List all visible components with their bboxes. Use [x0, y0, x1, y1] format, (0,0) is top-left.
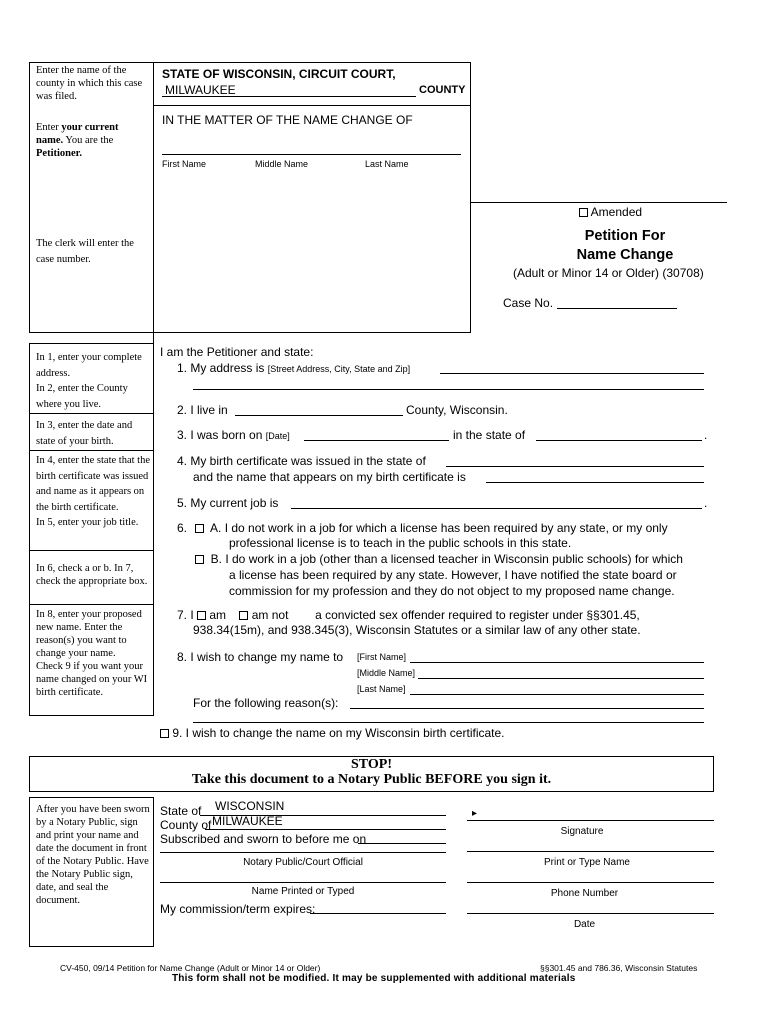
item-2-label: 2. I live in — [177, 403, 228, 417]
footer-notice: This form shall not be modified. It may be supplemented with additional materials — [172, 973, 576, 984]
checkbox-icon[interactable] — [160, 729, 169, 738]
county-value[interactable]: MILWAUKEE — [165, 83, 236, 97]
subscribed-label: Subscribed and sworn to before me on — [160, 832, 367, 846]
matter-heading: IN THE MATTER OF THE NAME CHANGE OF — [162, 113, 413, 127]
certificate-name-line[interactable] — [486, 482, 704, 483]
middle-name-label: Middle Name — [255, 159, 309, 169]
item-6-number: 6. — [177, 521, 188, 535]
birth-date-line[interactable] — [304, 440, 449, 441]
notary-label: Notary Public/Court Official — [243, 857, 363, 868]
stop-title: STOP! — [351, 757, 392, 772]
item-5-label: 5. My current job is — [177, 496, 279, 510]
first-name-hint: [First Name] — [357, 652, 407, 662]
notary-signature-line[interactable] — [160, 852, 446, 853]
new-first-name-line[interactable] — [410, 662, 704, 663]
notary-printed-line[interactable] — [160, 882, 446, 883]
amended-rule — [471, 202, 727, 203]
footer-statutes: §§301.45 and 786.36, Wisconsin Statutes — [540, 963, 698, 973]
footer-form-id: CV-450, 09/14 Petition for Name Change (Adult or Minor 14 or Older) — [60, 963, 321, 973]
checkbox-icon[interactable] — [239, 611, 248, 620]
county-label: COUNTY — [419, 84, 466, 96]
item-3-state-label: in the state of — [453, 428, 526, 442]
subscribed-date-line[interactable] — [358, 843, 446, 844]
intro: I am the Petitioner and state: — [160, 345, 314, 359]
reason-line-1[interactable] — [350, 708, 704, 709]
date-line[interactable] — [467, 913, 714, 914]
address-line-2[interactable] — [193, 389, 704, 390]
court-line: STATE OF WISCONSIN, CIRCUIT COURT, — [162, 67, 396, 81]
signature-label: Signature — [560, 826, 604, 837]
print-name-line[interactable] — [467, 851, 714, 852]
last-name-label: Last Name — [365, 159, 409, 169]
note-clerk: The clerk will enter the case number. — [36, 238, 134, 265]
middle-name-hint: [Middle Name] — [357, 668, 416, 678]
title-line-2: Name Change — [576, 247, 674, 263]
arrow-icon: ▸ — [472, 808, 478, 819]
item-6a-cont: professional license is to teach in the public schools in this state. — [229, 536, 572, 550]
notary-note: After you have been sworn by a Notary Public, sign and print your name and date the document in front of the Notary Public. Have the Notary Public sign, date, and seal the document. — [36, 804, 150, 906]
form-title — [520, 227, 730, 265]
item-3-period: . — [704, 428, 708, 442]
item-6b[interactable]: B. I do work in a job (other than a licensed teacher in Wisconsin public schools) for which — [195, 552, 683, 566]
item-2-suffix: County, Wisconsin. — [406, 403, 508, 417]
item-9[interactable]: 9. I wish to change the name on my Wisconsin birth certificate. — [160, 726, 505, 740]
item-7: 7. I am am not a convicted sex offender required to register under §§301.45, — [177, 608, 640, 622]
note-county: Enter the name of the county in which this case was filed. — [36, 65, 143, 102]
case-no-label: Case No. — [503, 296, 554, 310]
form-subtitle: (Adult or Minor 14 or Older) (30708) — [513, 266, 704, 280]
notes-div-1 — [29, 413, 153, 414]
phone-label: Phone Number — [550, 888, 619, 899]
job-line[interactable] — [291, 508, 702, 509]
date-label: Date — [573, 919, 596, 930]
item-1-label: 1. My address is [Street Address, City, State and Zip] — [177, 361, 411, 375]
item-8-label: 8. I wish to change my name to — [177, 650, 344, 664]
state-of-value[interactable]: WISCONSIN — [215, 799, 285, 813]
last-name-hint: [Last Name] — [357, 684, 406, 694]
item-6b-cont-1: a license has been required by any state. However, I have notified the state board or — [229, 568, 677, 582]
printed-label: Name Printed or Typed — [251, 886, 355, 897]
stop-text: Take this document to a Notary Public BEFORE you sign it. — [191, 772, 552, 787]
notes-div-2 — [29, 450, 153, 451]
county-of-value[interactable]: MILWAUKEE — [212, 814, 283, 828]
petitioner-signature-line[interactable] — [467, 820, 714, 821]
county-of-residence-line[interactable] — [235, 415, 403, 416]
checkbox-icon[interactable] — [195, 524, 204, 533]
birth-state-line[interactable] — [536, 440, 702, 441]
note-items-1-2: In 1, enter your complete address. In 2, enter the County where you live. — [36, 352, 142, 410]
phone-line[interactable] — [467, 882, 714, 883]
certificate-state-line[interactable] — [446, 466, 704, 467]
note-items-4-5: In 4, enter the state that the birth certificate was issued and name as it appears on the birth certificate. In 5, enter your job title. — [36, 455, 150, 528]
note-items-6-7: In 6, check a or b. In 7, check the appropriate box. — [36, 563, 148, 587]
commission-line[interactable] — [310, 913, 446, 914]
amended-checkbox[interactable]: Amended — [579, 205, 642, 219]
note-item-3: In 3, enter the date and state of your birth. — [36, 420, 133, 447]
notes-div-3 — [29, 550, 153, 551]
county-of-line — [205, 829, 446, 830]
case-no-line[interactable] — [557, 308, 677, 309]
item-4-label-a: 4. My birth certificate was issued in the state of — [177, 454, 426, 468]
checkbox-icon[interactable] — [195, 555, 204, 564]
county-line — [162, 96, 416, 97]
print-name-label: Print or Type Name — [544, 857, 630, 868]
notes-div-4 — [29, 604, 153, 605]
state-of-label: State of — [160, 804, 202, 818]
first-name-label: First Name — [162, 159, 207, 169]
address-line-1[interactable] — [440, 373, 704, 374]
item-3-label: 3. I was born on [Date] — [177, 428, 290, 442]
item-4-label-b: and the name that appears on my birth certificate is — [193, 470, 466, 484]
note-current-name: Enter your current name. You are the Petitioner. — [36, 122, 119, 159]
county-of-label: County of — [160, 818, 212, 832]
reason-line-2[interactable] — [193, 722, 704, 723]
checkbox-icon[interactable] — [197, 611, 206, 620]
reasons-label: For the following reason(s): — [193, 696, 339, 710]
checkbox-icon[interactable] — [579, 208, 588, 217]
note-items-8-9: In 8, enter your proposed new name. Enter the reason(s) you want to change your name. Check 9 if you want your name changed on your WI birth certificate. — [36, 609, 148, 698]
title-line-1: Petition For — [584, 228, 666, 244]
new-middle-name-line[interactable] — [418, 678, 704, 679]
commission-label: My commission/term expires: — [160, 902, 316, 916]
item-6b-cont-2: commission for my profession and they do not object to my proposed name change. — [229, 584, 675, 598]
petitioner-name-line[interactable] — [162, 154, 461, 155]
item-7-cont: 938.34(15m), and 938.345(3), Wisconsin Statutes or a similar law of any other state. — [193, 623, 641, 637]
new-last-name-line[interactable] — [410, 694, 704, 695]
item-6a[interactable]: A. I do not work in a job for which a license has been required by any state, or my only — [195, 521, 668, 537]
item-5-period: . — [704, 496, 708, 510]
header-divider — [153, 105, 471, 106]
